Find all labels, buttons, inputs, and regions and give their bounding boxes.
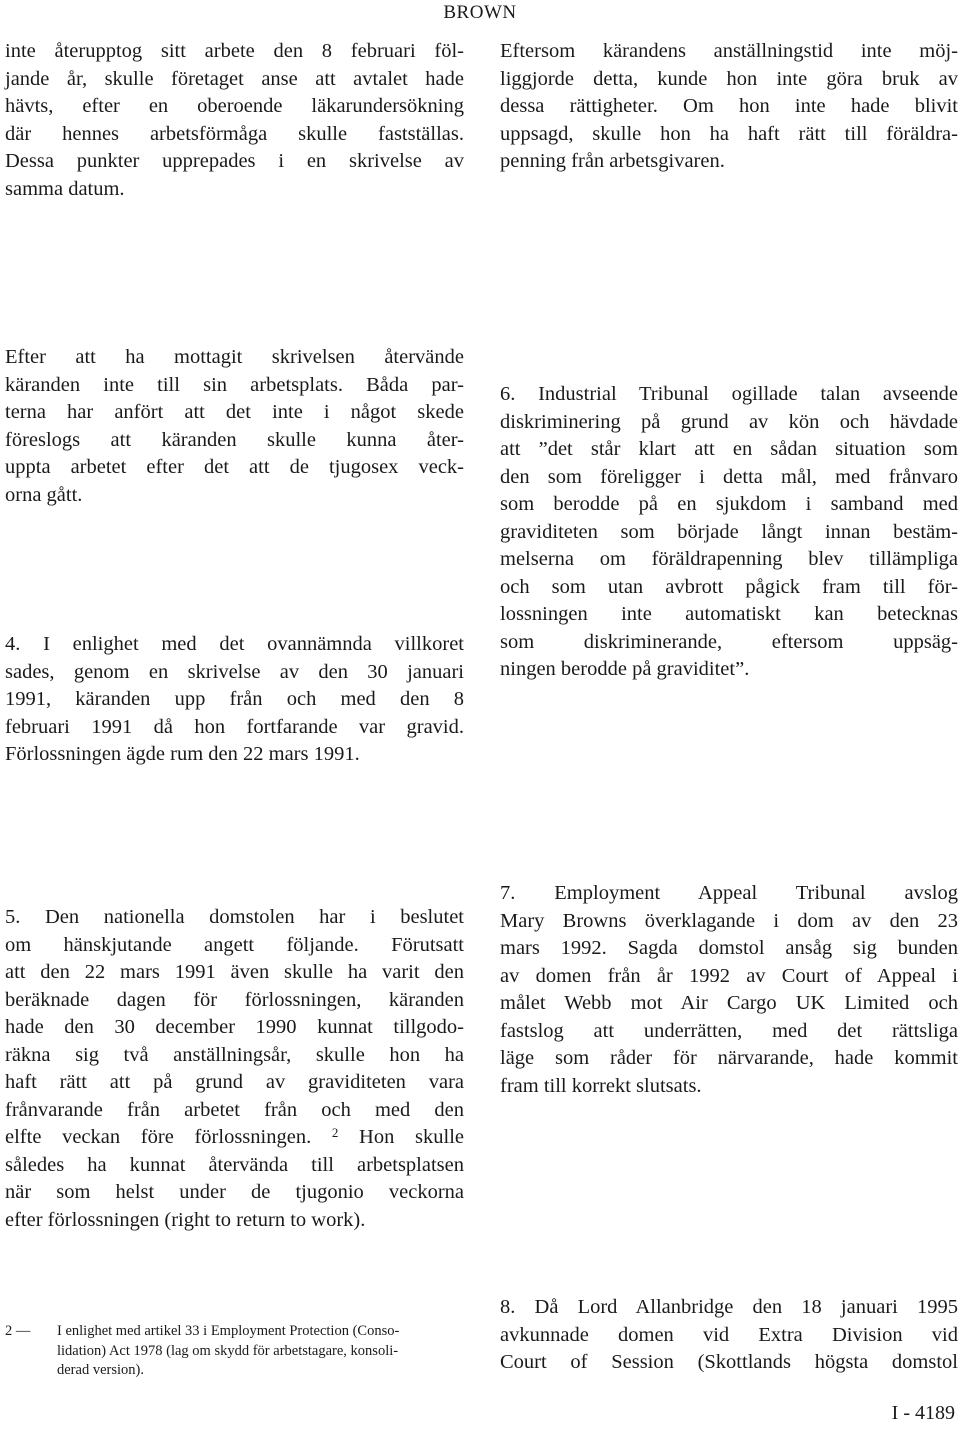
text-line: Eftersom kärandens anställningstid inte möj- <box>500 40 958 62</box>
footnote-marker: 2 — <box>5 1323 31 1339</box>
text-line: och som utan avbrott pågick fram till för- <box>500 575 958 598</box>
text-line: således ha kunnat återvända till arbetsplatsen <box>5 1153 464 1176</box>
text-line: jande år, skulle företaget anse att avtalet hade <box>5 67 464 90</box>
text-line: om hänskjutande angett följande. Förutsatt <box>5 933 464 956</box>
text-line: målet Webb mot Air Cargo UK Limited och <box>500 992 958 1014</box>
text-line: 5. Den nationella domstolen har i beslutet <box>5 906 464 928</box>
text-line: Mary Browns överklagande i dom av den 23 <box>500 909 958 932</box>
text-line: terna har anfört att det inte i något skede <box>5 401 464 423</box>
running-header: BROWN <box>443 2 517 23</box>
footnote <box>5 1322 465 1381</box>
text-line: uppsagd, skulle hon ha haft rätt till föräldra- <box>500 122 958 145</box>
text-line: 6. Industrial Tribunal ogillade talan avseende <box>500 383 958 405</box>
text-line: 8. Då Lord Allanbridge den 18 januari 1995 <box>500 1296 958 1318</box>
text-line: hade den 30 december 1990 kunnat tillgodo- <box>5 1016 464 1038</box>
text-line: februari 1991 då hon fortfarande var gravid. <box>5 715 464 738</box>
text-line: där hennes arbetsförmåga skulle fastställas. <box>5 122 464 145</box>
text-line: att den 22 mars 1991 även skulle ha varit den <box>5 961 464 983</box>
text-line: fastslog att underrätten, med det rättsliga <box>500 1019 958 1042</box>
text-line: Court of Session (Skottlands högsta domstol <box>500 1351 958 1373</box>
text-line: graviditeten som började långt innan bestäm- <box>500 520 958 543</box>
text-line: sades, genom en skrivelse av den 30 januari <box>5 660 464 683</box>
footnote-line: lidation) Act 1978 (lag om skydd för arbetstagare, konsoli- <box>57 1342 399 1359</box>
footnote-reference[interactable]: 2 <box>331 1125 339 1140</box>
text-line: avkunnade domen vid Extra Division vid <box>500 1323 958 1346</box>
text-line: beräknade dagen för förlossningen, käranden <box>5 988 464 1011</box>
footnote-line: I enlighet med artikel 33 i Employment Protection (Conso- <box>57 1323 400 1339</box>
text-line: Efter att ha mottagit skrivelsen återvände <box>5 346 464 368</box>
text-line: ningen berodde på graviditet”. <box>500 658 750 680</box>
text-line: mars 1992. Sagda domstol ansåg sig bunden <box>500 937 958 959</box>
text-line: räkna sig två anställningsår, skulle hon ha <box>5 1043 464 1066</box>
paragraph-6 <box>500 381 958 684</box>
text-line: 7. Employment Appeal Tribunal avslog <box>500 882 958 904</box>
page-number: I - 4189 <box>891 1402 955 1424</box>
text-line: Dessa punkter upprepades i en skrivelse av <box>5 150 464 172</box>
text-line: föreslogs att käranden skulle kunna åter- <box>5 428 464 451</box>
text-line: efter förlossningen (right to return to work). <box>5 1208 366 1231</box>
text-line: hävts, efter en oberoende läkarundersökning <box>5 95 464 117</box>
text-line: 4. I enlighet med det ovannämnda villkoret <box>5 633 464 655</box>
paragraph-7 <box>500 880 958 1100</box>
footnote-text <box>57 1322 399 1381</box>
text-line: liggjorde detta, kunde hon inte göra bruk av <box>500 67 958 90</box>
text-line: 1991, käranden upp från och med den 8 <box>5 688 464 710</box>
text-line: som berodde på en sjukdom i samband med <box>500 493 958 515</box>
text-line: den som föreligger i detta mål, med frånvaro <box>500 465 958 488</box>
paragraph-return-to-work <box>5 344 464 509</box>
text-line: uppta arbetet efter det att de tjugosex veck- <box>5 456 464 478</box>
text-line: lossningen inte automatiskt kan betecknas <box>500 603 958 625</box>
footnote-line: derad version). <box>57 1362 144 1378</box>
paragraph-3-continued <box>5 38 464 203</box>
paragraph-5 <box>5 904 464 1234</box>
paragraph-8 <box>500 1294 958 1377</box>
text-line: när som helst under de tjugonio veckorna <box>5 1181 464 1203</box>
text-line: melserna om föräldrapenning blev tillämpliga <box>500 548 958 570</box>
text-line: samma datum. <box>5 177 125 200</box>
paragraph-5-footnote-line: elfte veckan före förlossningen. $^2$ Hon skulle <box>5 1125 464 1148</box>
text-line: frånvarande från arbetet från och med den <box>5 1098 464 1121</box>
text-line: inte återupptog sitt arbete den 8 februari föl- <box>5 40 464 62</box>
text-line: orna gått. <box>5 483 83 506</box>
text-line: Förlossningen ägde rum den 22 mars 1991. <box>5 743 360 765</box>
text-line: som diskriminerande, eftersom uppsäg- <box>500 630 958 653</box>
text-line: av domen från år 1992 av Court of Appeal i <box>500 964 958 987</box>
text-line: att ”det står klart att en sådan situation som <box>500 438 958 460</box>
text-line: dessa rättigheter. Om hon inte hade blivit <box>500 95 958 117</box>
text-line: käranden inte till sin arbetsplats. Båda par- <box>5 373 464 396</box>
text-line: diskriminering på grund av kön och hävdade <box>500 410 958 433</box>
text-line: penning från arbetsgivaren. <box>500 150 725 172</box>
text-line: läge som råder för närvarande, hade kommit <box>500 1047 958 1069</box>
paragraph-right-continued <box>500 38 958 176</box>
paragraph-4 <box>5 631 464 769</box>
text-line: fram till korrekt slutsats. <box>500 1074 702 1097</box>
text-line: haft rätt att på grund av graviditeten vara <box>5 1071 464 1093</box>
